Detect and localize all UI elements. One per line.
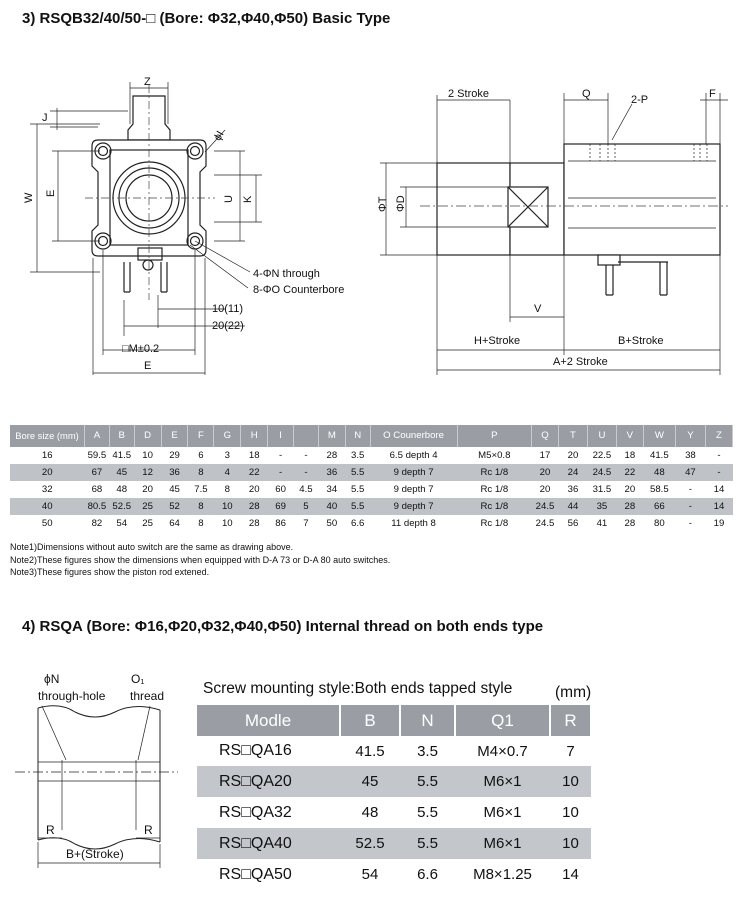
screw-header-cell: Modle (197, 705, 340, 736)
screw-model-cell: RS□QA50 (219, 865, 292, 883)
spec-table-cell: 9 depth 7 (393, 484, 434, 495)
spec-table-cell: Rc 1/8 (457, 498, 532, 515)
spec-table-cell: 18 (624, 450, 636, 461)
spec-table-cell: 20 (142, 484, 153, 495)
spec-header-cell: I (268, 425, 294, 447)
screw-table-cell: M6×1 (455, 828, 550, 859)
spec-table-cell: 14 (713, 484, 725, 495)
screw-header-cell: R (550, 705, 591, 736)
spec-table-cell: 6 (198, 450, 204, 461)
spec-table-row (10, 498, 733, 515)
spec-table-cell: 8 (198, 518, 204, 529)
screw-table-cell: 41.5 (355, 742, 385, 760)
spec-table-cell: 28 (241, 498, 268, 515)
spec-table-cell: 20 (624, 484, 636, 495)
spec-table-cell: 25 (134, 498, 161, 515)
spec-table-cell: 24.5 (587, 464, 616, 481)
dim-label-2-p: 2-P (631, 94, 649, 106)
spec-table-cell: - (675, 498, 705, 515)
screw-table-cell: 10 (562, 804, 579, 821)
screw-table-cell: 10 (550, 828, 591, 859)
screw-table-cell: 6.6 (417, 866, 438, 883)
spec-table-cell: 45 (169, 484, 180, 495)
dim-label-10-11: 10(11) (212, 303, 243, 315)
screw-model-cell: RS□QA32 (219, 803, 292, 821)
screw-table-cell: M4×0.7 (477, 742, 528, 760)
note-2: Note2)These figures show the dimensions when equipped with D-A 73 or D-A 80 auto switches. (10, 554, 391, 565)
spec-table-cell: 34 (326, 484, 338, 495)
internal-thread-drawing (0, 665, 190, 895)
spec-table-cell: 66 (643, 498, 675, 515)
spec-table-cell: 14 (705, 498, 732, 515)
spec-table-cell: 9 depth 7 (370, 464, 457, 481)
spec-table-cell: 82 (91, 518, 103, 529)
dim-label-q: Q (582, 88, 591, 100)
spec-table-cell: 20 (539, 484, 551, 495)
spec-table-cell: - (688, 518, 692, 529)
spec-table-header-row (10, 425, 733, 447)
screw-table-row (197, 766, 591, 797)
spec-table-cell: 44 (558, 498, 587, 515)
spec-table-cell: 8 (188, 464, 214, 481)
dim-label-u: U (223, 195, 235, 203)
spec-table-cell: 32 (41, 484, 53, 495)
screw-caption-text: Screw mounting style:Both ends tapped style (203, 680, 513, 697)
section-title-internal-thread: 4) RSQA (Bore: Φ16,Φ20,Φ32,Φ40,Φ50) Internal thread on both ends type (22, 618, 544, 635)
spec-table-cell: 5.5 (351, 484, 365, 495)
spec-table-cell: 5 (294, 498, 319, 515)
screw-table-cell: 7 (566, 742, 575, 760)
spec-table-cell: 40 (10, 498, 85, 515)
dim-label-v: V (534, 303, 542, 315)
spec-table-cell: 10 (142, 450, 153, 461)
spec-table-cell: 41.5 (650, 450, 669, 461)
dim-label-phi-i: ϕI (211, 128, 227, 143)
spec-table-cell: 7.5 (194, 484, 208, 495)
label-r-left: R (46, 823, 55, 837)
label-through-hole: through-hole (38, 689, 106, 703)
dim-label-phi-d: ΦD (395, 195, 407, 212)
spec-table-cell: 22 (616, 464, 643, 481)
spec-table-cell: 28 (248, 518, 260, 529)
spec-table-row (10, 464, 733, 481)
spec-table-cell: 6.5 depth 4 (389, 450, 438, 461)
screw-table-cell: 48 (361, 804, 379, 821)
spec-header-cell: V (616, 425, 643, 447)
dim-label-k: K (242, 195, 254, 203)
spec-table-cell: 7 (303, 518, 309, 529)
spec-table-cell: 41 (596, 518, 608, 529)
spec-table-cell: 52 (161, 498, 188, 515)
screw-model-cell: RS□QA16 (219, 742, 292, 759)
label-b-stroke: B+(Stroke) (66, 847, 124, 861)
screw-table-header-row (197, 705, 591, 736)
dim-label-phi-t: ΦT (377, 196, 389, 212)
spec-header-cell: Z (705, 425, 732, 447)
spec-table-row (10, 447, 733, 464)
spec-table-cell: 45 (109, 464, 134, 481)
screw-table-cell: 14 (562, 866, 579, 883)
spec-table-cell: 20 (532, 464, 559, 481)
spec-header-cell: G (214, 425, 241, 447)
spec-table-cell: - (688, 484, 692, 495)
screw-table-cell: 54 (361, 866, 379, 883)
label-o1: O₁ (131, 672, 145, 686)
screw-mounting-table (197, 705, 592, 890)
spec-table-cell: - (294, 464, 319, 481)
note-1: Note1)Dimensions without auto switch are the same as drawing above. (10, 542, 294, 552)
screw-table-cell: 5.5 (400, 828, 455, 859)
spec-header-cell (294, 425, 319, 447)
spec-table-cell: 54 (116, 518, 128, 529)
spec-table-cell: 36 (567, 484, 579, 495)
dim-label-2-stroke: 2 Stroke (448, 88, 489, 100)
spec-header-cell: D (134, 425, 161, 447)
spec-table-cell: - (304, 450, 308, 461)
spec-table-cell: Rc 1/8 (457, 464, 532, 481)
spec-table-cell: Rc 1/8 (480, 484, 509, 495)
spec-table-cell: Rc 1/8 (480, 518, 509, 529)
spec-table-cell: 80.5 (85, 498, 110, 515)
spec-header-cell: Q (532, 425, 559, 447)
spec-header-cell: W (643, 425, 675, 447)
spec-table-cell: 86 (275, 518, 286, 529)
spec-table-cell: 12 (134, 464, 161, 481)
spec-table-cell: 52.5 (109, 498, 134, 515)
spec-table-cell: 3 (224, 450, 230, 461)
spec-header-cell: M (318, 425, 345, 447)
spec-table-row (10, 515, 733, 532)
label-counterbore: 8-ΦO Counterbore (253, 284, 345, 296)
spec-table-cell: 20 (10, 464, 85, 481)
spec-table-cell: 31.5 (592, 484, 612, 495)
spec-table-cell: 10 (221, 518, 233, 529)
spec-table-cell: 4 (214, 464, 241, 481)
spec-table-cell: 28 (326, 450, 338, 461)
screw-table-cell: 5.5 (417, 804, 438, 821)
screw-table-row (197, 736, 591, 766)
spec-table-cell: 38 (685, 450, 696, 461)
spec-notes (10, 541, 390, 579)
spec-table-cell: - (279, 450, 283, 461)
dimension-spec-table (10, 425, 733, 532)
spec-header-cell: N (345, 425, 370, 447)
dim-label-b-stroke: B+Stroke (618, 335, 664, 347)
spec-table-cell: 35 (587, 498, 616, 515)
spec-table-cell: 28 (624, 518, 636, 529)
spec-table-cell: 48 (643, 464, 675, 481)
spec-header-cell: E (161, 425, 188, 447)
section-title-basic-type: 3) RSQB32/40/50-□ (Bore: Φ32,Φ40,Φ50) Basic Type (22, 10, 391, 27)
spec-table-cell: 64 (169, 518, 180, 529)
spec-table-cell: 8 (188, 498, 214, 515)
screw-table-row (197, 828, 591, 859)
screw-table-cell: M6×1 (455, 766, 550, 797)
spec-table-cell: 50 (326, 518, 338, 529)
spec-header-cell: T (558, 425, 587, 447)
spec-table-cell: 56 (567, 518, 579, 529)
spec-table-cell: 20 (567, 450, 579, 461)
dim-label-20-22: 20(22) (212, 320, 244, 332)
spec-header-cell: P (457, 425, 532, 447)
basic-type-drawing (0, 40, 750, 385)
dim-label-m: □M±0.2 (122, 343, 160, 355)
spec-table-cell: 59.5 (87, 450, 107, 461)
dim-label-e-vertical: E (45, 189, 57, 197)
screw-header-cell: Q1 (455, 705, 550, 736)
spec-table-cell: 36 (318, 464, 345, 481)
screw-header-cell: N (400, 705, 455, 736)
spec-table-cell: 5.5 (345, 464, 370, 481)
label-holes-through: 4-ΦN through (253, 268, 320, 280)
spec-table-cell: 8 (224, 484, 230, 495)
spec-table-cell: 24.5 (535, 518, 555, 529)
spec-table-cell: 58.5 (650, 484, 669, 495)
screw-table-caption (203, 680, 592, 701)
dim-label-f: F (709, 88, 716, 100)
screw-table-cell: 10 (550, 766, 591, 797)
screw-model-cell: RS□QA20 (197, 766, 340, 797)
spec-table-cell: 18 (248, 450, 260, 461)
spec-table-cell: 5.5 (345, 498, 370, 515)
spec-table-cell: 67 (85, 464, 110, 481)
screw-table-cell: 52.5 (340, 828, 400, 859)
label-phi-n: ϕN (44, 672, 60, 686)
screw-model-cell: RS□QA40 (197, 828, 340, 859)
spec-table-cell: 22.5 (592, 450, 612, 461)
spec-table-cell: - (268, 464, 294, 481)
spec-table-cell: 9 depth 7 (370, 498, 457, 515)
spec-table-cell: 20 (248, 484, 260, 495)
screw-table-cell: 45 (340, 766, 400, 797)
spec-table-cell: 80 (654, 518, 665, 529)
spec-table-cell: 40 (318, 498, 345, 515)
spec-table-cell: - (717, 450, 721, 461)
spec-table-cell: 24.5 (532, 498, 559, 515)
spec-table-cell: 22 (241, 464, 268, 481)
dim-label-z: Z (144, 76, 151, 88)
note-3: Note3)These figures show the piston rod extened. (10, 567, 210, 578)
spec-header-cell: H (241, 425, 268, 447)
spec-table-cell: 68 (91, 484, 103, 495)
spec-table-cell: 41.5 (112, 450, 132, 461)
dim-label-a-2-stroke: A+2 Stroke (553, 356, 608, 368)
screw-table-row (197, 859, 591, 890)
spec-table-cell: - (705, 464, 732, 481)
spec-header-cell: B (109, 425, 134, 447)
screw-table-row (197, 797, 591, 828)
spec-table-cell: 47 (675, 464, 705, 481)
spec-header-cell: U (587, 425, 616, 447)
spec-table-cell: M5×0.8 (478, 450, 511, 461)
spec-table-cell: 17 (539, 450, 551, 461)
screw-caption-unit: (mm) (555, 684, 592, 701)
screw-table-cell: 3.5 (417, 742, 438, 760)
spec-header-cell: A (85, 425, 110, 447)
spec-table-cell: 16 (41, 450, 53, 461)
spec-table-cell: 19 (713, 518, 725, 529)
spec-table-row (10, 481, 733, 498)
screw-table-cell: 5.5 (400, 766, 455, 797)
spec-table-cell: 50 (41, 518, 53, 529)
spec-table-cell: 3.5 (351, 450, 365, 461)
spec-table-cell: 25 (142, 518, 153, 529)
spec-table-cell: 10 (214, 498, 241, 515)
dim-label-h-stroke: H+Stroke (474, 335, 521, 347)
screw-table-cell: M6×1 (483, 804, 522, 821)
screw-table-cell: M8×1.25 (473, 866, 532, 883)
side-view (437, 144, 720, 295)
dim-label-j: J (42, 112, 48, 124)
spec-table-cell: 11 depth 8 (391, 518, 436, 529)
spec-table-cell: 69 (268, 498, 294, 515)
spec-header-cell: Y (675, 425, 705, 447)
spec-table-cell: 4.5 (299, 484, 313, 495)
spec-header-bore-size: Bore size (mm) (10, 425, 85, 447)
spec-header-cell: F (188, 425, 214, 447)
screw-header-cell: B (340, 705, 400, 736)
spec-table-cell: 24 (558, 464, 587, 481)
spec-table-cell: 36 (161, 464, 188, 481)
spec-table-cell: 29 (169, 450, 180, 461)
label-thread: thread (130, 689, 165, 703)
spec-table-cell: 28 (616, 498, 643, 515)
label-r-right: R (144, 823, 153, 837)
spec-table-cell: 48 (116, 484, 128, 495)
spec-table-cell: 6.6 (351, 518, 365, 529)
dim-label-e-horizontal: E (144, 360, 152, 372)
spec-header-cell: O Counerbore (370, 425, 457, 447)
spec-table-cell: 60 (275, 484, 286, 495)
dim-label-w: W (23, 192, 35, 203)
